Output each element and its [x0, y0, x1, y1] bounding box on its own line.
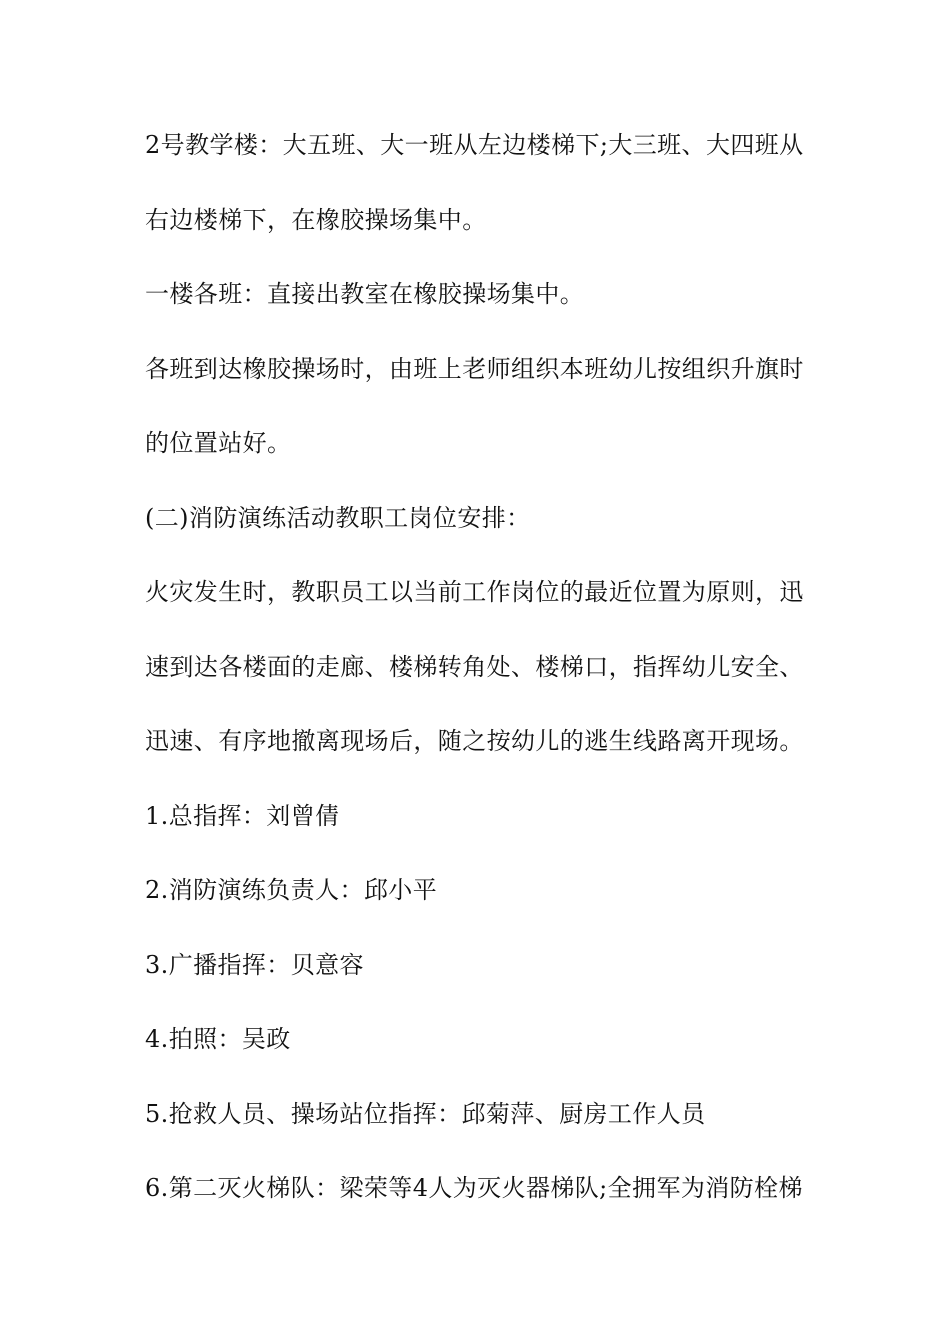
section-heading: (二)消防演练活动教职工岗位安排：	[145, 503, 531, 532]
document-body	[145, 127, 825, 1245]
paragraph-line: 迅速、有序地撤离现场后，随之按幼儿的逃生线路离开现场。	[145, 727, 804, 755]
paragraph-line: 2号教学楼：大五班、大一班从左边楼梯下;大三班、大四班从	[145, 131, 804, 159]
paragraph-line: 各班到达橡胶操场时，由班上老师组织本班幼儿按组织升旗时	[145, 354, 804, 383]
list-item: 1.总指挥：刘曾倩	[145, 801, 340, 830]
list-item: 4.拍照：吴政	[145, 1025, 291, 1053]
paragraph-line: 火灾发生时，教职员工以当前工作岗位的最近位置为原则，迅	[145, 578, 804, 606]
list-item: 6.第二灭火梯队：梁荣等4人为灭火器梯队;全拥军为消防栓梯	[145, 1174, 803, 1202]
list-item: 5.抢救人员、操场站位指挥：邱菊萍、厨房工作人员	[145, 1099, 706, 1128]
paragraph-line: 速到达各楼面的走廊、楼梯转角处、楼梯口，指挥幼儿安全、	[145, 652, 804, 681]
paragraph-line: 一楼各班：直接出教室在橡胶操场集中。	[145, 280, 585, 308]
paragraph-line: 右边楼梯下，在橡胶操场集中。	[145, 205, 487, 234]
paragraph-line: 的位置站好。	[145, 429, 292, 457]
list-item: 3.广播指挥：贝意容	[145, 950, 364, 979]
list-item: 2.消防演练负责人：邱小平	[145, 876, 438, 904]
